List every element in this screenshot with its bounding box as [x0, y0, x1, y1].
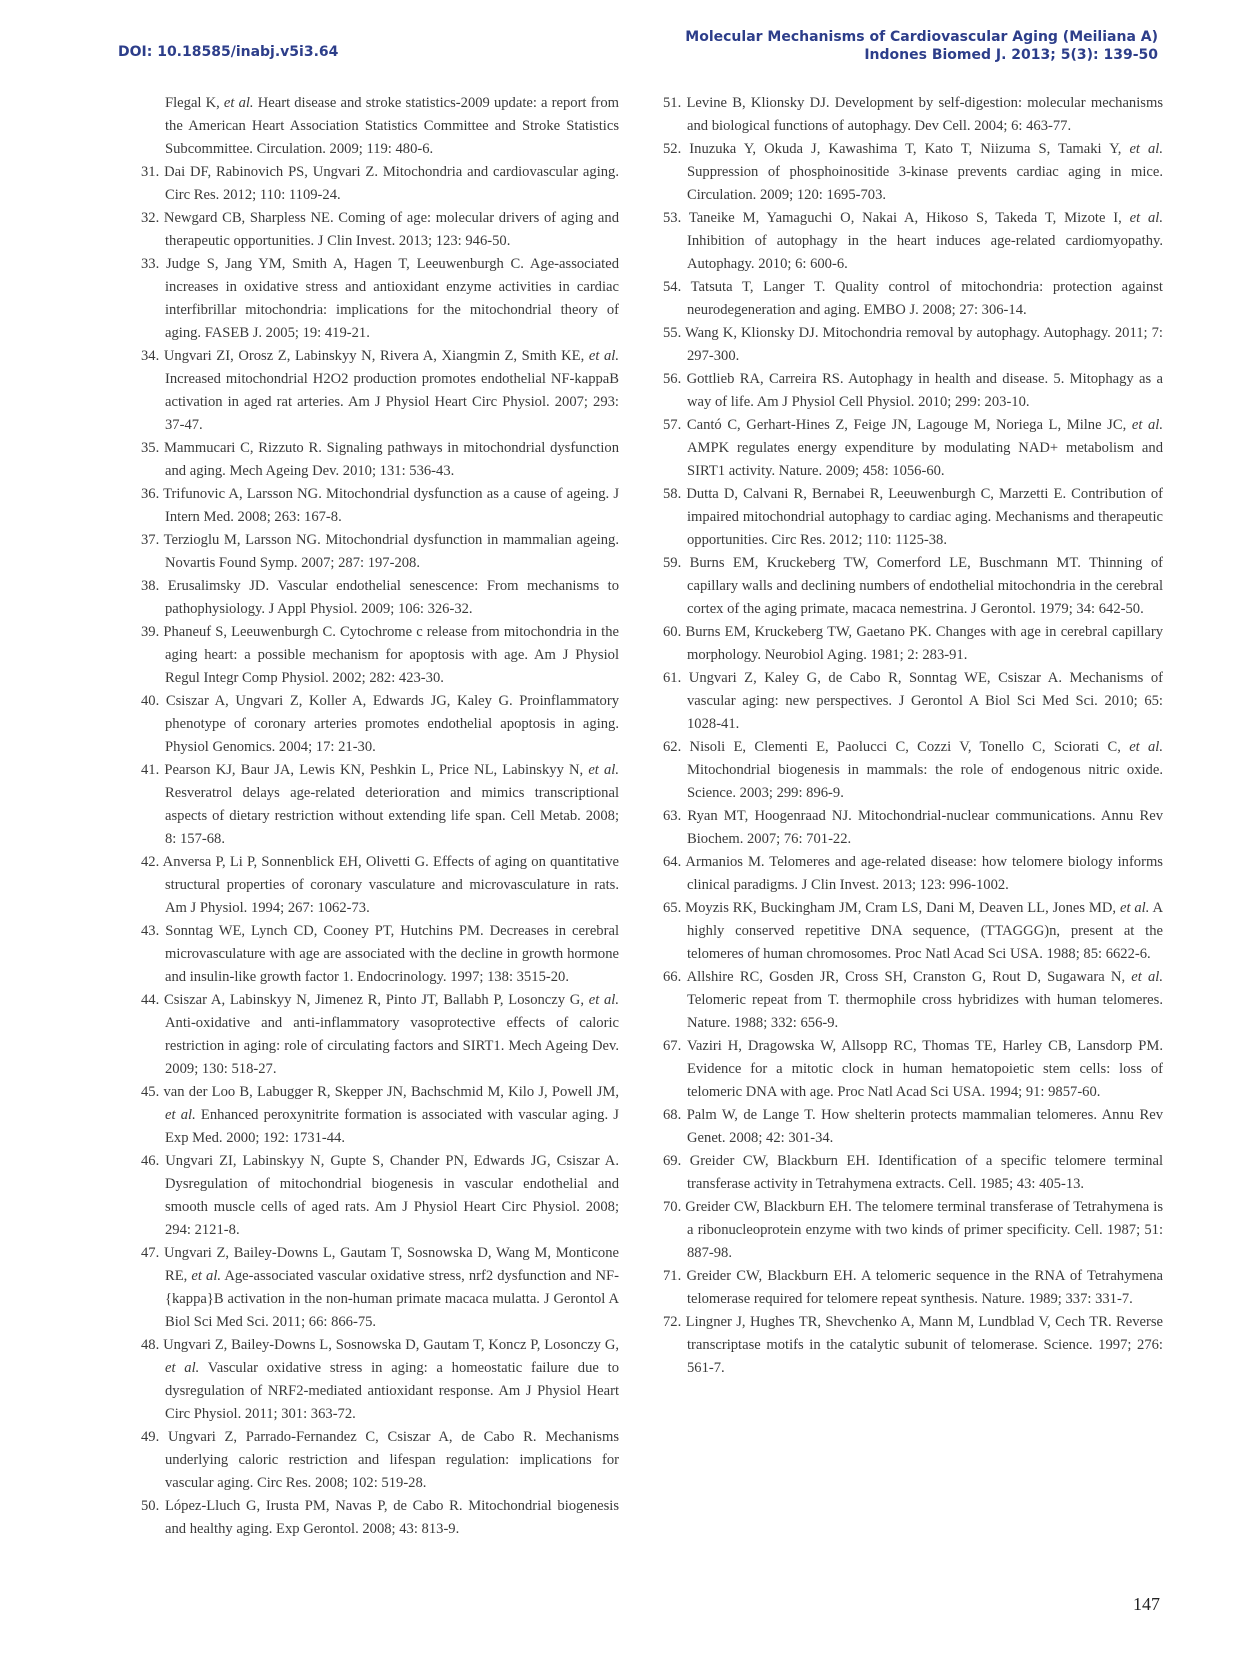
page-number: 147: [1133, 1594, 1160, 1614]
reference-number: 50.: [141, 1498, 165, 1514]
reference-text-rest: Inhibition of autophagy in the heart induces age-related cardiomyopathy. Autophagy. 2010; 6: 600-6.: [687, 233, 1163, 272]
reference-text: Levine B, Klionsky DJ. Development by self-digestion: molecular mechanisms and biological functions of autophagy. Dev Cell. 2004; 6: 463-77.: [686, 95, 1163, 134]
reference-text-rest: AMPK regulates energy expenditure by modulating NAD+ metabolism and SIRT1 activity. Nature. 2009; 458: 1056-60.: [687, 440, 1163, 479]
reference-item: [141, 851, 619, 920]
et-al: et al.: [1129, 210, 1163, 226]
reference-item: [663, 1035, 1163, 1104]
reference-text: Inuzuka Y, Okuda J, Kawashima T, Kato T, Niizuma S, Tamaki Y,: [689, 141, 1130, 157]
reference-text: Ungvari Z, Kaley G, de Cabo R, Sonntag WE, Csiszar A. Mechanisms of vascular aging: new perspectives. J Gerontol A Biol Sci Med Sci. 2010; 65: 1028-41.: [687, 670, 1163, 732]
reference-number: 47.: [141, 1245, 164, 1261]
reference-number: 62.: [663, 739, 690, 755]
reference-text-rest: Increased mitochondrial H2O2 production promotes endothelial NF-kappaB activation in aged rat arteries. Am J Physiol Heart Circ Physiol. 2007; 293: 37-47.: [165, 371, 619, 433]
reference-item: [141, 690, 619, 759]
reference-text-rest: Heart disease and stroke statistics-2009 update: a report from the American Heart Association Statistics Committee and Stroke Statistics Subcommittee. Circulation. 2009; 119: 480-6.: [165, 95, 619, 157]
et-al: et al.: [588, 992, 620, 1008]
reference-text: Cantó C, Gerhart-Hines Z, Feige JN, Lagouge M, Noriega L, Milne JC,: [686, 417, 1132, 433]
reference-text-rest: Anti-oxidative and anti-inflammatory vasoprotective effects of caloric restriction in aging: role of circulating factors and SIRT1. Mech Ageing Dev. 2009; 130: 518-27.: [165, 1015, 619, 1077]
reference-number: 43.: [141, 923, 166, 939]
reference-item: [663, 621, 1163, 667]
reference-item: [141, 1081, 619, 1150]
et-al: et al.: [588, 348, 620, 364]
reference-item: [141, 1150, 619, 1242]
reference-text: Dutta D, Calvani R, Bernabei R, Leeuwenburgh C, Marzetti E. Contribution of impaired mitochondrial autophagy to cardiac aging. Mechanisms and therapeutic opportunities. Circ Res. 2012; 110: 1125-38.: [686, 486, 1164, 548]
reference-item: [663, 207, 1163, 276]
reference-number: 71.: [663, 1268, 687, 1284]
reference-item: [141, 759, 619, 851]
reference-text-rest: Suppression of phosphoinositide 3-kinase prevents cardiac aging in mice. Circulation. 2009; 120: 1695-703.: [687, 164, 1163, 203]
reference-number: 61.: [663, 670, 689, 686]
reference-item: [141, 1334, 619, 1426]
et-al: et al.: [1129, 141, 1164, 157]
reference-number: 41.: [141, 762, 165, 778]
reference-item: [663, 368, 1163, 414]
reference-number: 38.: [141, 578, 168, 594]
reference-item: [663, 552, 1163, 621]
reference-text: Greider CW, Blackburn EH. A telomeric sequence in the RNA of Tetrahymena telomerase required for telomere repeat synthesis. Nature. 1989; 337: 331-7.: [686, 1268, 1164, 1307]
reference-text: Greider CW, Blackburn EH. The telomere terminal transferase of Tetrahymena is a ribonucleoprotein enzyme with two kinds of primer specificity. Cell. 1987; 51: 887-98.: [685, 1199, 1163, 1261]
reference-item: [663, 851, 1163, 897]
reference-number: 35.: [141, 440, 165, 456]
reference-item: [141, 161, 619, 207]
reference-number: 53.: [663, 210, 689, 226]
reference-number: 33.: [141, 256, 166, 272]
reference-text: López-Lluch G, Irusta PM, Navas P, de Cabo R. Mitochondrial biogenesis and healthy aging. Exp Gerontol. 2008; 43: 813-9.: [164, 1498, 620, 1537]
et-al: et al.: [223, 95, 254, 111]
reference-text: Mammucari C, Rizzuto R. Signaling pathways in mitochondrial dysfunction and aging. Mech Ageing Dev. 2010; 131: 536-43.: [164, 440, 619, 479]
reference-text: Trifunovic A, Larsson NG. Mitochondrial dysfunction as a cause of ageing. J Intern Med. 2008; 263: 167-8.: [163, 486, 619, 525]
reference-item: [141, 575, 619, 621]
reference-text-rest: Enhanced peroxynitrite formation is associated with vascular aging. J Exp Med. 2000; 192: 1731-44.: [165, 1107, 619, 1146]
reference-text: Gottlieb RA, Carreira RS. Autophagy in health and disease. 5. Mitophagy as a way of life. Am J Physiol Cell Physiol. 2010; 299: 203-10.: [686, 371, 1163, 410]
reference-item: [663, 92, 1163, 138]
reference-text-rest: A highly conserved repetitive DNA sequence, (TTAGGG)n, present at the telomeres of human chromosomes. Proc Natl Acad Sci USA. 1988; 85: 6622-6.: [687, 900, 1164, 962]
reference-text: Armanios M. Telomeres and age-related disease: how telomere biology informs clinical paradigms. J Clin Invest. 2013; 123: 996-1002.: [685, 854, 1163, 893]
reference-number: 31.: [141, 164, 165, 180]
reference-number: 66.: [663, 969, 687, 985]
reference-text: Pearson KJ, Baur JA, Lewis KN, Peshkin L, Price NL, Labinskyy N,: [164, 762, 589, 778]
reference-number: 69.: [663, 1153, 690, 1169]
reference-item: [663, 805, 1163, 851]
et-al: et al.: [1129, 739, 1163, 755]
reference-text: Csiszar A, Labinskyy N, Jimenez R, Pinto JT, Ballabh P, Losonczy G,: [164, 992, 589, 1008]
et-al: et al.: [1119, 900, 1150, 916]
reference-number: 57.: [663, 417, 687, 433]
reference-number: 39.: [141, 624, 164, 640]
reference-text: Ungvari Z, Parrado-Fernandez C, Csiszar A, de Cabo R. Mechanisms underlying caloric restriction and lifespan regulation: implications for vascular aging. Circ Res. 2008; 102: 519-28.: [165, 1429, 619, 1491]
journal-citation: Indones Biomed J. 2013; 5(3): 139-50: [864, 47, 1158, 63]
reference-item: [663, 1104, 1163, 1150]
reference-item: [663, 736, 1163, 805]
reference-text: Moyzis RK, Buckingham JM, Cram LS, Dani M, Deaven LL, Jones MD,: [685, 900, 1120, 916]
reference-number: 45.: [141, 1084, 164, 1100]
reference-number: 36.: [141, 486, 164, 502]
reference-number: 46.: [141, 1153, 166, 1169]
reference-number: 60.: [663, 624, 686, 640]
reference-item: [663, 1311, 1163, 1380]
reference-number: 72.: [663, 1314, 686, 1330]
reference-item: [141, 989, 619, 1081]
reference-text: Ungvari Z, Bailey-Downs L, Sosnowska D, Gautam T, Koncz P, Losonczy G,: [163, 1337, 620, 1353]
reference-number: 42.: [141, 854, 163, 870]
reference-text: Ungvari ZI, Labinskyy N, Gupte S, Chander PN, Edwards JG, Csiszar A. Dysregulation of mitochondrial biogenesis in vascular endothelial and smooth muscle cells of aged rats. Am J Physiol Heart Circ Physiol. 2008; 294: 2121-8.: [165, 1153, 619, 1238]
reference-item: [663, 897, 1163, 966]
reference-list-left: [141, 92, 619, 1541]
reference-text: van der Loo B, Labugger R, Skepper JN, Bachschmid M, Kilo J, Powell JM,: [163, 1084, 619, 1100]
reference-item: [141, 207, 619, 253]
reference-item: [141, 529, 619, 575]
running-header: [685, 28, 1158, 64]
reference-text: Phaneuf S, Leeuwenburgh C. Cytochrome c release from mitochondria in the aging heart: a possible mechanism for apoptosis with age. Am J Physiol Regul Integr Comp Physiol. 2002; 282: 423-30.: [163, 624, 620, 686]
reference-item: [141, 92, 619, 161]
reference-item: [141, 483, 619, 529]
reference-item: [663, 414, 1163, 483]
reference-text: Dai DF, Rabinovich PS, Ungvari Z. Mitochondria and cardiovascular aging. Circ Res. 2012; 110: 1109-24.: [164, 164, 619, 203]
reference-item: [141, 437, 619, 483]
reference-text: Greider CW, Blackburn EH. Identification of a specific telomere terminal transferase activity in Tetrahymena extracts. Cell. 1985; 43: 405-13.: [687, 1153, 1163, 1192]
reference-text: Newgard CB, Sharpless NE. Coming of age: molecular drivers of aging and therapeutic opportunities. J Clin Invest. 2013; 123: 946-50.: [163, 210, 619, 249]
reference-item: [141, 1495, 619, 1541]
reference-list-right: [663, 92, 1163, 1380]
reference-text: Erusalimsky JD. Vascular endothelial senescence: From mechanisms to pathophysiology. J Appl Physiol. 2009; 106: 326-32.: [165, 578, 619, 617]
doi-header: DOI: 10.18585/inabj.v5i3.64: [118, 44, 339, 60]
reference-number: 54.: [663, 279, 691, 295]
reference-number: 64.: [663, 854, 686, 870]
reference-item: [663, 322, 1163, 368]
reference-text: Ryan MT, Hoogenraad NJ. Mitochondrial-nuclear communications. Annu Rev Biochem. 2007; 76: 701-22.: [687, 808, 1164, 847]
et-al: et al.: [191, 1268, 222, 1284]
reference-item: [141, 1426, 619, 1495]
reference-item: [663, 276, 1163, 322]
reference-text: Judge S, Jang YM, Smith A, Hagen T, Leeuwenburgh C. Age-associated increases in oxidative stress and antioxidant enzyme activities in cardiac interfibrillar mitochondria: implications for the mitochondrial theory of aging. FASEB J. 2005; 19: 419-21.: [165, 256, 620, 341]
reference-text: Ungvari Z, Bailey-Downs L, Gautam T, Sosnowska D, Wang M, Monticone RE,: [163, 1245, 619, 1284]
reference-text: Taneike M, Yamaguchi O, Nakai A, Hikoso S, Takeda T, Mizote I,: [688, 210, 1130, 226]
reference-text: Wang K, Klionsky DJ. Mitochondria removal by autophagy. Autophagy. 2011; 7: 297-300.: [685, 325, 1163, 364]
running-title: Molecular Mechanisms of Cardiovascular Aging (Meiliana A): [685, 29, 1158, 45]
reference-text-rest: Age-associated vascular oxidative stress, nrf2 dysfunction and NF-{kappa}B activation in the non-human primate macaca mulatta. J Gerontol A Biol Sci Med Sci. 2011; 66: 866-75.: [165, 1268, 619, 1330]
reference-number: 63.: [663, 808, 688, 824]
reference-number: 40.: [141, 693, 166, 709]
reference-number: 52.: [663, 141, 690, 157]
reference-text-rest: Telomeric repeat from T. thermophile cross hybridizes with human telomeres. Nature. 1988; 332: 656-9.: [687, 992, 1163, 1031]
reference-item: [141, 253, 619, 345]
reference-number: 58.: [663, 486, 687, 502]
reference-text: Anversa P, Li P, Sonnenblick EH, Olivetti G. Effects of aging on quantitative structural properties of coronary vasculature and microvasculature in rats. Am J Physiol. 1994; 267: 1062-73.: [162, 854, 619, 916]
reference-text: Csiszar A, Ungvari Z, Koller A, Edwards JG, Kaley G. Proinflammatory phenotype of coronary arteries promotes endothelial apoptosis in aging. Physiol Genomics. 2004; 17: 21-30.: [165, 693, 620, 755]
reference-item: [663, 667, 1163, 736]
reference-item: [141, 621, 619, 690]
reference-text: Vaziri H, Dragowska W, Allsopp RC, Thomas TE, Harley CB, Lansdorp PM. Evidence for a mitotic clock in human hematopoietic stem cells: loss of telomeric DNA with age. Proc Natl Acad Sci USA. 1994; 91: 9857-60.: [686, 1038, 1163, 1100]
reference-number: 68.: [663, 1107, 687, 1123]
reference-item: [663, 1196, 1163, 1265]
reference-number: 59.: [663, 555, 690, 571]
reference-text-rest: Vascular oxidative stress in aging: a homeostatic failure due to dysregulation of NRF2-mediated antioxidant response. Am J Physiol Heart Circ Physiol. 2011; 301: 363-72.: [165, 1360, 619, 1422]
reference-number: 70.: [663, 1199, 686, 1215]
reference-item: [663, 138, 1163, 207]
reference-number: 55.: [663, 325, 686, 341]
reference-number: 37.: [141, 532, 164, 548]
reference-text: Tatsuta T, Langer T. Quality control of mitochondria: protection against neurodegeneration and aging. EMBO J. 2008; 27: 306-14.: [687, 279, 1163, 318]
et-al: et al.: [1131, 417, 1163, 433]
reference-text: Sonntag WE, Lynch CD, Cooney PT, Hutchins PM. Decreases in cerebral microvasculature with age are associated with the decline in growth hormone and insulin-like growth factor 1. Endocrinology. 1997; 138: 3515-20.: [165, 923, 619, 985]
reference-number: 49.: [141, 1429, 168, 1445]
reference-item: [141, 345, 619, 437]
reference-item: [141, 920, 619, 989]
reference-item: [663, 483, 1163, 552]
reference-text: Lingner J, Hughes TR, Shevchenko A, Mann M, Lundblad V, Cech TR. Reverse transcriptase motifs in the catalytic subunit of telomerase. Science. 1997; 276: 561-7.: [685, 1314, 1164, 1376]
reference-text: Terzioglu M, Larsson NG. Mitochondrial dysfunction in mammalian ageing. Novartis Found Symp. 2007; 287: 197-208.: [163, 532, 619, 571]
reference-number: 65.: [663, 900, 686, 916]
reference-item: [663, 1150, 1163, 1196]
reference-number: 48.: [141, 1337, 164, 1353]
reference-text-rest: Mitochondrial biogenesis in mammals: the role of endogenous nitric oxide. Science. 2003; 299: 896-9.: [687, 762, 1163, 801]
reference-number: 44.: [141, 992, 164, 1008]
reference-item: [663, 966, 1163, 1035]
reference-number: 32.: [141, 210, 164, 226]
reference-text-rest: Resveratrol delays age-related deterioration and mimics transcriptional aspects of dietary restriction without extending life span. Cell Metab. 2008; 8: 157-68.: [165, 785, 619, 847]
reference-number: 51.: [663, 95, 687, 111]
reference-item: [663, 1265, 1163, 1311]
reference-text: Palm W, de Lange T. How shelterin protects mammalian telomeres. Annu Rev Genet. 2008; 42: 301-34.: [686, 1107, 1163, 1146]
reference-number: 56.: [663, 371, 687, 387]
et-al: et al.: [165, 1360, 200, 1376]
et-al: et al.: [1131, 969, 1163, 985]
reference-text: Flegal K,: [165, 95, 224, 111]
et-al: et al.: [165, 1107, 196, 1123]
reference-number: 67.: [663, 1038, 687, 1054]
reference-text: Nisoli E, Clementi E, Paolucci C, Cozzi V, Tonello C, Sciorati C,: [689, 739, 1130, 755]
reference-text: Burns EM, Kruckeberg TW, Gaetano PK. Changes with age in cerebral capillary morphology. Neurobiol Aging. 1981; 2: 283-91.: [685, 624, 1163, 663]
et-al: et al.: [588, 762, 619, 778]
reference-number: 34.: [141, 348, 164, 364]
reference-text: Allshire RC, Gosden JR, Cross SH, Cranston G, Rout D, Sugawara N,: [686, 969, 1132, 985]
reference-text: Burns EM, Kruckeberg TW, Comerford LE, Buschmann MT. Thinning of capillary walls and declining numbers of endothelial mitochondria in the cerebral cortex of the aging primate, macaca nemestrina. J Gerontol. 1979; 34: 642-50.: [687, 555, 1163, 617]
reference-item: [141, 1242, 619, 1334]
reference-text: Ungvari ZI, Orosz Z, Labinskyy N, Rivera A, Xiangmin Z, Smith KE,: [163, 348, 589, 364]
